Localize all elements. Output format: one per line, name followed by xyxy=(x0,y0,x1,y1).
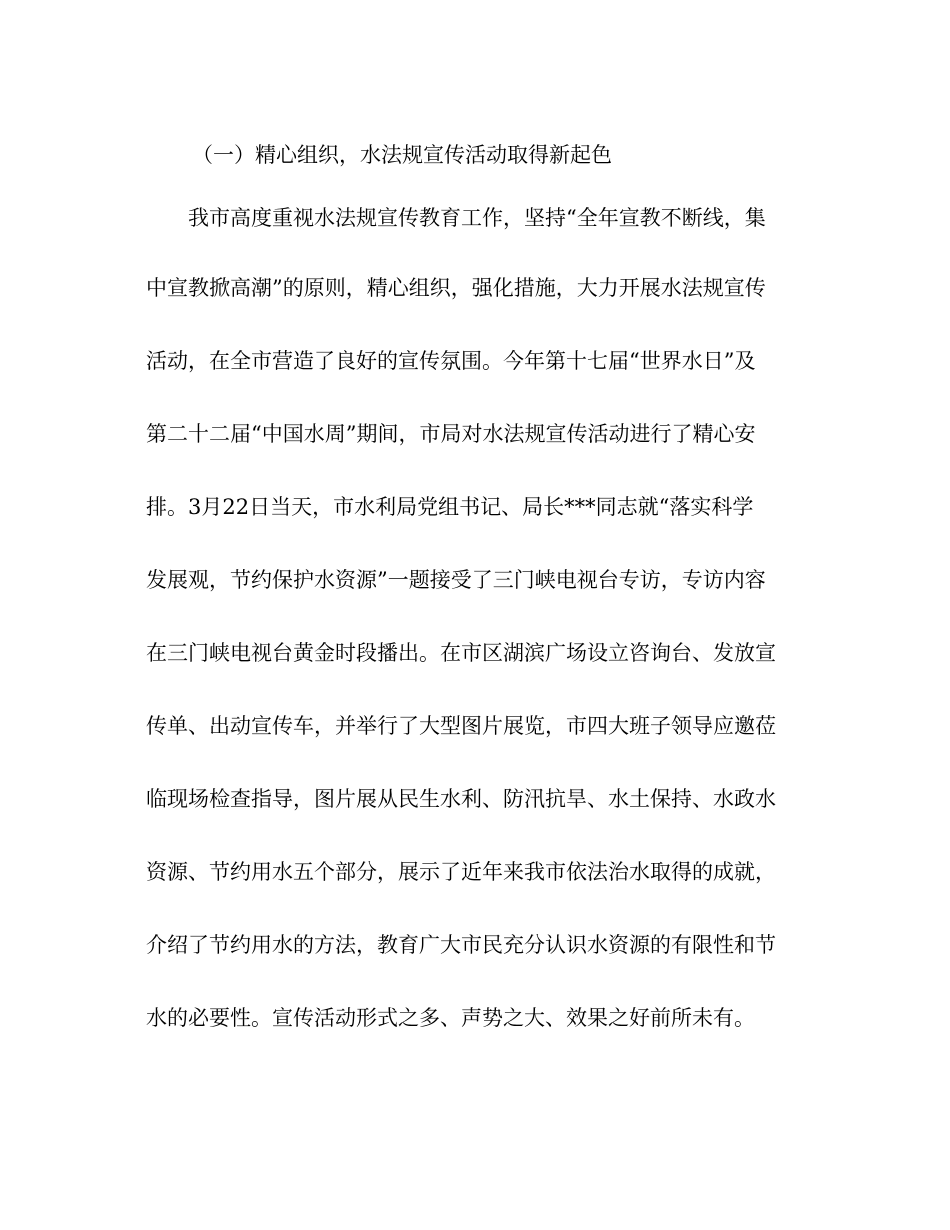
paragraph-line: 水的必要性。宣传活动形式之多、声势之大、效果之好前所未有。 xyxy=(146,1006,755,1030)
paragraph-line: 介绍了节约用水的方法，教育广大市民充分认识水资源的有限性和节 xyxy=(146,933,776,957)
paragraph-line: 我市高度重视水法规宣传教育工作，坚持“全年宣教不断线，集 xyxy=(188,206,766,230)
paragraph-line: 排。3月22日当天，市水利局党组书记、局长***同志就“落实科学 xyxy=(146,495,754,519)
section-heading: （一）精心组织，水法规宣传活动取得新起色 xyxy=(192,143,612,167)
paragraph-line: 中宣教掀高潮”的原则，精心组织，强化措施，大力开展水法规宣传 xyxy=(146,276,766,300)
paragraph-line: 在三门峡电视台黄金时段播出。在市区湖滨广场设立咨询台、发放宣 xyxy=(146,641,776,665)
paragraph-line: 活动，在全市营造了良好的宣传氛围。今年第十七届“世界水日”及 xyxy=(146,349,756,373)
paragraph-line: 临现场检查指导，图片展从民生水利、防汛抗旱、水土保持、水政水 xyxy=(146,787,776,811)
paragraph-line: 第二十二届“中国水周”期间，市局对水法规宣传活动进行了精心安 xyxy=(146,422,756,446)
paragraph-line: 资源、节约用水五个部分，展示了近年来我市依法治水取得的成就， xyxy=(146,860,776,884)
paragraph-line: 发展观，节约保护水资源”一题接受了三门峡电视台专访，专访内容 xyxy=(146,568,766,592)
paragraph-line: 传单、出动宣传车，并举行了大型图片展览，市四大班子领导应邀莅 xyxy=(146,714,776,738)
